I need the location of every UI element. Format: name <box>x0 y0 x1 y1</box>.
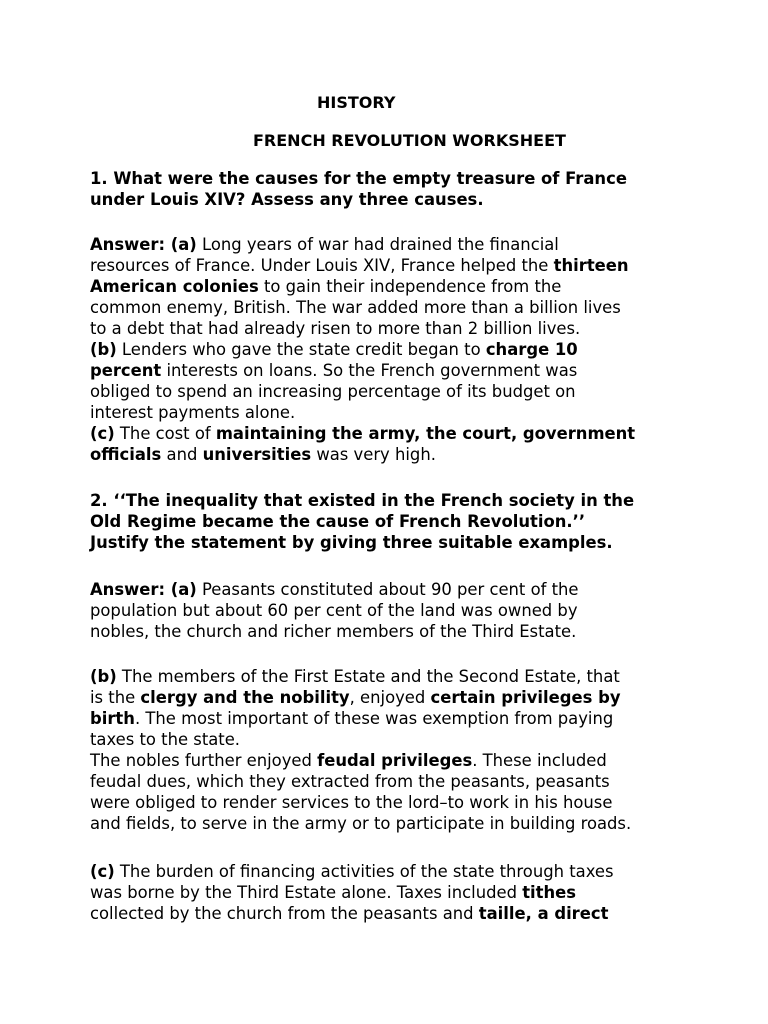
answer-1-line <box>90 339 690 360</box>
answer-2b-line <box>90 687 690 708</box>
answer-1-line: to a debt that had already risen to more than 2 billion lives. <box>90 319 581 338</box>
answer-2b-line <box>90 666 690 687</box>
answer-1-line <box>90 360 690 381</box>
question-1-line-1: 1. What were the causes for the empty treasure of France <box>90 169 627 188</box>
answer-text: Peasants constituted about 90 per cent of the <box>196 580 579 599</box>
question-2 <box>90 490 690 553</box>
answer-1-line: common enemy, British. The war added more than a billion lives <box>90 298 621 317</box>
answer-emphasis: certain privileges by <box>430 688 621 707</box>
answer-2a <box>90 579 690 642</box>
answer-text: The members of the First Estate and the Second Estate, that <box>116 667 620 686</box>
answer-1-line <box>90 276 690 297</box>
answer-2c-line <box>90 903 690 924</box>
answer-emphasis: charge 10 <box>485 340 578 359</box>
answer-text: collected by the church from the peasants and <box>90 904 479 923</box>
answer-text: . The most important of these was exemption from paying <box>134 709 614 728</box>
answer-text: . These included <box>472 751 607 770</box>
question-2-line-1: 2. ‘‘The inequality that existed in the French society in the <box>90 491 635 510</box>
answer-1-line <box>90 444 690 465</box>
question-1-line-2: under Louis XIV? Assess any three causes. <box>90 190 484 209</box>
question-1 <box>90 168 690 210</box>
answer-text: resources of France. Under Louis XIV, France helped the <box>90 256 554 275</box>
question-2-line-3: Justify the statement by giving three suitable examples. <box>90 533 613 552</box>
answer-text: The cost of <box>114 424 216 443</box>
worksheet-title: FRENCH REVOLUTION WORKSHEET <box>253 131 566 150</box>
answer-text: The burden of financing activities of the state through taxes <box>114 862 614 881</box>
answer-label: (c) <box>90 424 115 443</box>
answer-emphasis: officials <box>90 445 162 464</box>
answer-emphasis: thirteen <box>553 256 629 275</box>
answer-label: Answer: (a) <box>90 580 197 599</box>
answer-emphasis: maintaining the army, the court, government <box>215 424 636 443</box>
answer-1-line <box>90 255 690 276</box>
answer-2b-line: taxes to the state. <box>90 730 241 749</box>
answer-emphasis: feudal privileges <box>317 751 473 770</box>
answer-2a-line: population but about 60 per cent of the land was owned by <box>90 601 578 620</box>
answer-text: The nobles further enjoyed <box>90 751 318 770</box>
answer-2c <box>90 861 690 924</box>
answer-emphasis: tithes <box>522 883 577 902</box>
answer-text: Lenders who gave the state credit began to <box>116 340 486 359</box>
answer-text: and <box>161 445 203 464</box>
subject-heading: HISTORY <box>317 93 396 112</box>
answer-label: (b) <box>90 667 117 686</box>
question-2-line-2: Old Regime became the cause of French Revolution.’’ <box>90 512 586 531</box>
answer-text: interests on loans. So the French government was <box>161 361 578 380</box>
answer-emphasis: American colonies <box>90 277 259 296</box>
answer-2a-line: nobles, the church and richer members of the Third Estate. <box>90 622 577 641</box>
answer-2b <box>90 666 690 834</box>
answer-2c-line <box>90 882 690 903</box>
answer-2b-line: were obliged to render services to the lord–to work in his house <box>90 793 613 812</box>
answer-1 <box>90 234 690 465</box>
answer-2a-line <box>90 579 690 600</box>
answer-2b-line <box>90 750 690 771</box>
answer-text: Long years of war had drained the financial <box>196 235 559 254</box>
answer-2b-line <box>90 708 690 729</box>
answer-1-line: obliged to spend an increasing percentage of its budget on <box>90 382 576 401</box>
answer-text: , enjoyed <box>349 688 431 707</box>
answer-text: to gain their independence from the <box>258 277 562 296</box>
answer-emphasis: percent <box>90 361 162 380</box>
answer-label: Answer: (a) <box>90 235 197 254</box>
answer-text: is the <box>90 688 141 707</box>
answer-2b-line: feudal dues, which they extracted from the peasants, peasants <box>90 772 610 791</box>
answer-text: was borne by the Third Estate alone. Taxes included <box>90 883 523 902</box>
answer-1-line: interest payments alone. <box>90 403 296 422</box>
answer-emphasis: birth <box>90 709 135 728</box>
answer-2b-line: and fields, to serve in the army or to participate in building roads. <box>90 814 632 833</box>
answer-emphasis: universities <box>202 445 312 464</box>
answer-1-line <box>90 234 690 255</box>
answer-1-line <box>90 423 690 444</box>
answer-label: (c) <box>90 862 115 881</box>
answer-emphasis: taille, a direct <box>478 904 609 923</box>
answer-2c-line <box>90 861 690 882</box>
answer-emphasis: clergy and the nobility <box>140 688 350 707</box>
answer-text: was very high. <box>311 445 436 464</box>
answer-label: (b) <box>90 340 117 359</box>
